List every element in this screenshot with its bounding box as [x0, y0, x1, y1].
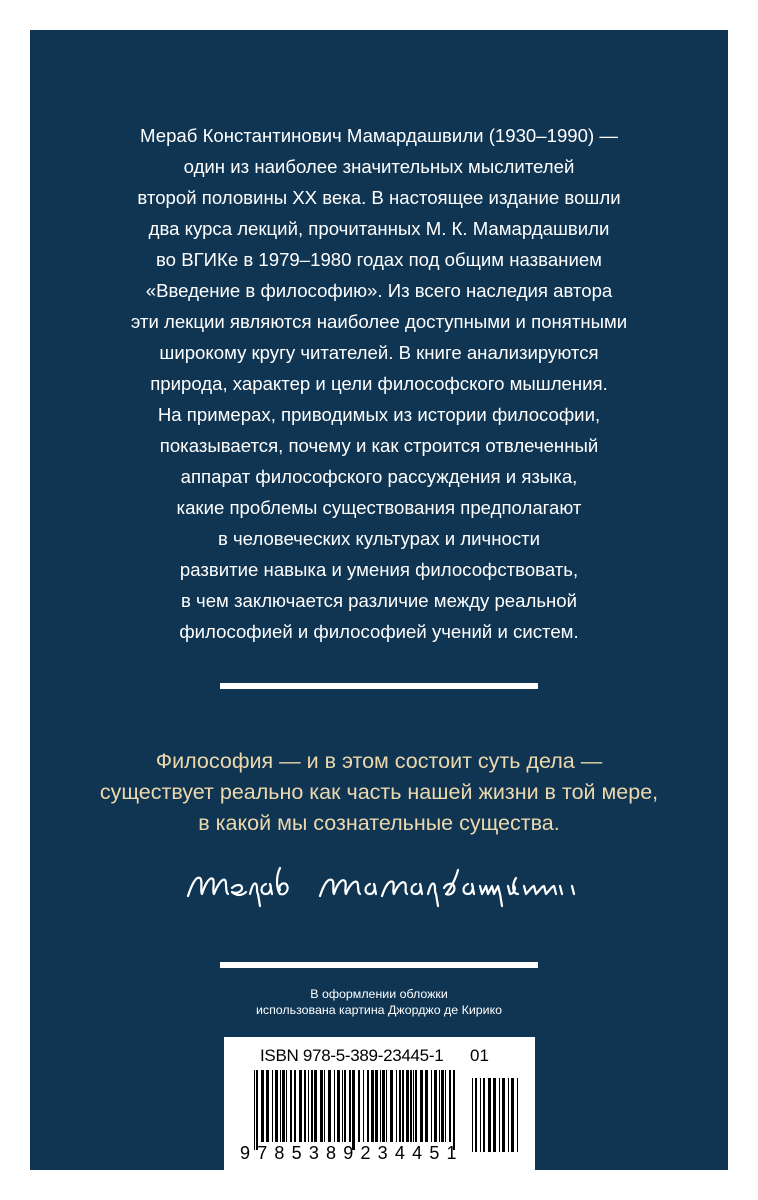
- barcode-bar: [282, 1070, 285, 1142]
- barcode-bar: [337, 1070, 340, 1142]
- description-line: один из наиболее значительных мыслителей: [183, 156, 575, 177]
- barcode-bar: [328, 1070, 331, 1142]
- back-cover: [30, 30, 728, 1170]
- barcode-bar: [261, 1070, 264, 1142]
- isbn-text: ISBN 978-5-389-23445-1: [260, 1046, 444, 1065]
- barcode-bar: [480, 1078, 481, 1152]
- description-line: какие проблемы существования предполагают: [176, 497, 582, 518]
- barcode-bar: [434, 1070, 437, 1142]
- barcode-bar: [431, 1070, 432, 1142]
- barcode-bar: [508, 1078, 509, 1152]
- quote-line: Философия — и в этом состоит суть дела —: [155, 749, 603, 773]
- barcode-bar: [342, 1070, 343, 1142]
- barcode-bar: [449, 1070, 451, 1142]
- barcode-bar: [439, 1070, 440, 1142]
- cover-art-credit: [130, 986, 628, 1018]
- description-line: показывается, почему и как строится отвлеченный: [159, 435, 599, 456]
- barcode-bar: [275, 1070, 278, 1142]
- barcode-bar: [402, 1070, 404, 1142]
- addon-code: 01: [470, 1046, 489, 1065]
- barcode-bar: [367, 1070, 369, 1142]
- barcode-bar: [375, 1070, 378, 1142]
- description-line: природа, характер и цели философского мышления.: [150, 373, 608, 394]
- author-signature: [180, 848, 580, 918]
- barcode-bar: [380, 1070, 381, 1142]
- barcode-bar: [304, 1070, 306, 1142]
- barcode-bar: [511, 1078, 514, 1152]
- barcode-bar: [425, 1070, 428, 1142]
- barcode-bar: [254, 1070, 255, 1150]
- barcode-bar: [272, 1070, 273, 1142]
- barcode-bar: [371, 1070, 374, 1142]
- barcode-bar: [334, 1070, 335, 1142]
- credit-line: использована картина Джорджо де Кирико: [255, 1003, 503, 1017]
- description-line: «Введение в философию». Из всего наследия автора: [145, 280, 613, 301]
- barcode-bar: [390, 1070, 393, 1142]
- barcode-bar: [352, 1070, 355, 1150]
- barcode-bar: [406, 1070, 409, 1142]
- isbn-barcode: [224, 1037, 535, 1170]
- barcode-bar: [280, 1070, 281, 1142]
- barcode-bar: [420, 1070, 423, 1142]
- barcode-bar: [382, 1070, 385, 1142]
- description-line: философией и философией учений и систем.: [179, 621, 579, 642]
- barcode-bar: [266, 1070, 269, 1142]
- barcode-bar: [396, 1070, 397, 1142]
- book-description: [50, 120, 708, 647]
- barcode-bar: [311, 1070, 313, 1142]
- description-line: развитие навыка и умения философствовать,: [179, 559, 579, 580]
- quote-line: существует реально как часть нашей жизни в той мере,: [99, 780, 659, 804]
- description-line: второй половины XX века. В настоящее издание вошли: [137, 187, 621, 208]
- barcode-bar: [483, 1078, 485, 1152]
- barcode-bar: [344, 1070, 346, 1142]
- description-line: На примерах, приводимых из истории философии,: [157, 404, 601, 425]
- barcode-bar: [488, 1078, 491, 1152]
- barcode-bar: [493, 1078, 496, 1152]
- divider-top: [220, 683, 538, 689]
- barcode-bar: [299, 1070, 302, 1142]
- barcode-bar: [441, 1070, 444, 1142]
- barcode-bar: [453, 1070, 455, 1150]
- description-line: два курса лекций, прочитанных М. К. Мамардашвили: [148, 218, 610, 239]
- barcode-bar: [502, 1078, 505, 1152]
- barcode-bar: [294, 1070, 296, 1142]
- description-line: широкому кругу читателей. В книге анализируются: [159, 342, 599, 363]
- description-line: эти лекции являются наиболее доступными и понятными: [130, 311, 628, 332]
- barcode-bar: [308, 1070, 309, 1142]
- ean-digits: 9785389234451: [240, 1143, 464, 1163]
- barcode-bar: [256, 1070, 258, 1150]
- barcode-bar: [314, 1070, 317, 1142]
- barcode-bar: [472, 1078, 473, 1152]
- barcode-bar: [475, 1078, 477, 1152]
- description-line: в чем заключается различие между реальной: [180, 590, 578, 611]
- description-line: в человеческих культурах и личности: [217, 528, 541, 549]
- barcode-bar: [445, 1070, 446, 1142]
- barcode-bar: [286, 1070, 287, 1142]
- barcode-bar: [324, 1070, 325, 1142]
- barcode-bar: [363, 1070, 364, 1142]
- barcode-bar: [517, 1078, 518, 1152]
- quote-line: в какой мы сознательные существа.: [198, 811, 560, 835]
- author-quote: [50, 746, 708, 839]
- credit-line: В оформлении обложки: [310, 987, 448, 1001]
- barcode-bar: [410, 1070, 412, 1142]
- barcode-bar: [415, 1070, 417, 1142]
- barcode-bar: [399, 1070, 401, 1142]
- barcode-bar: [320, 1070, 323, 1142]
- barcode-bars: [254, 1070, 524, 1152]
- description-line: аппарат философского рассуждения и языка,: [180, 466, 578, 487]
- description-line: во ВГИКе в 1979–1980 годах под общим названием: [156, 249, 602, 270]
- barcode-bar: [413, 1070, 414, 1142]
- divider-bottom: [220, 962, 538, 968]
- barcode-bar: [386, 1070, 387, 1142]
- barcode-bar: [358, 1070, 360, 1142]
- barcode-bar: [290, 1070, 292, 1142]
- description-line: Мераб Константинович Мамардашвили (1930–1990) —: [140, 125, 618, 146]
- barcode-bar: [499, 1078, 500, 1152]
- barcode-bar: [349, 1070, 351, 1142]
